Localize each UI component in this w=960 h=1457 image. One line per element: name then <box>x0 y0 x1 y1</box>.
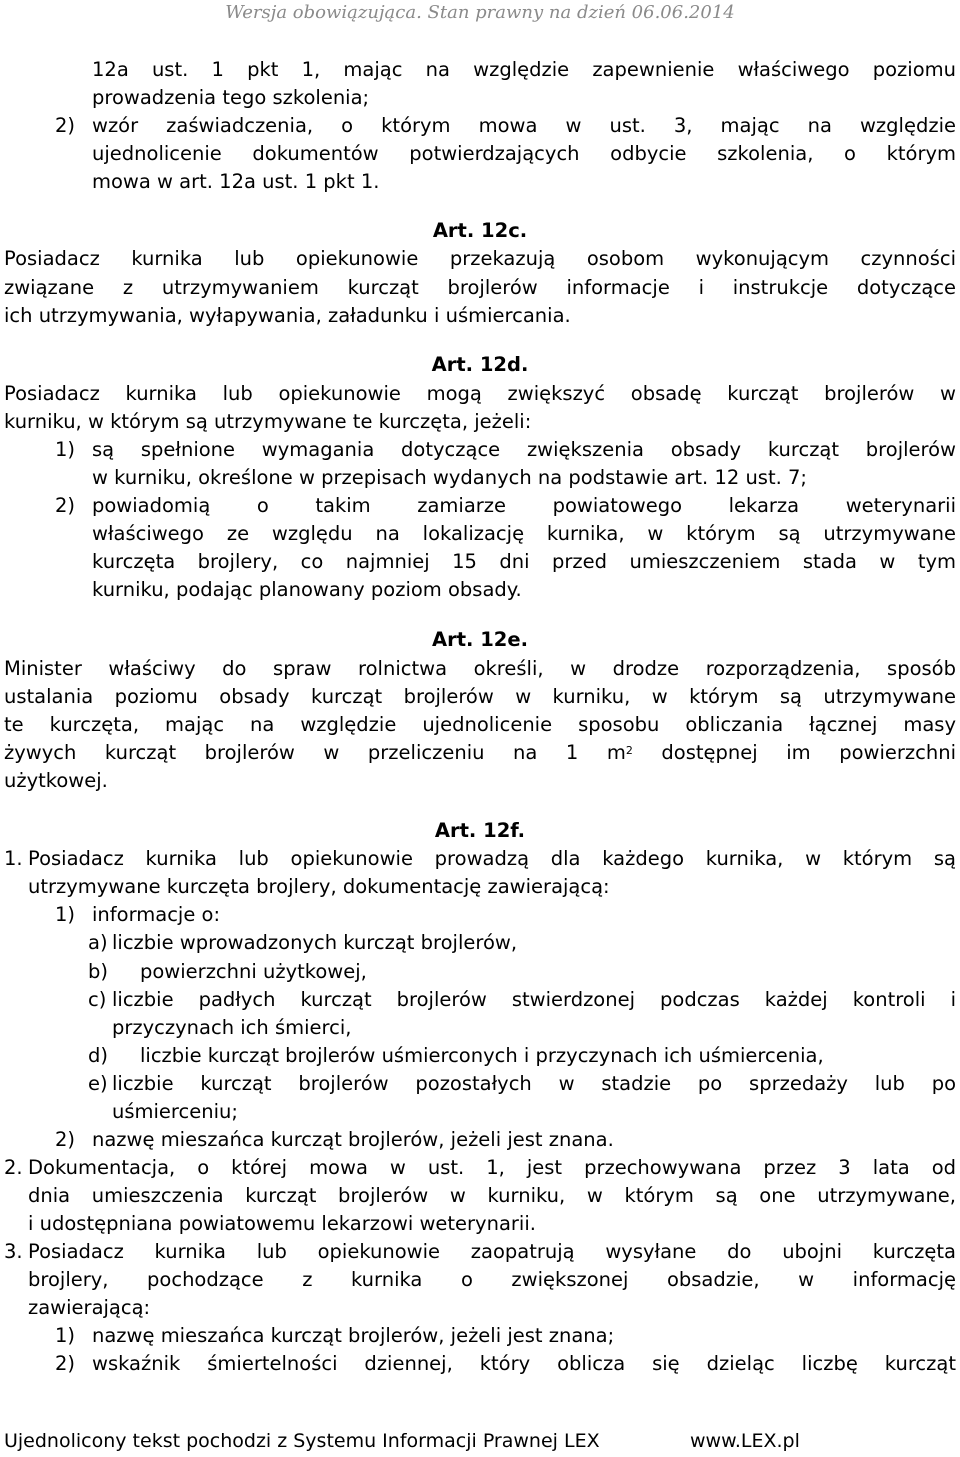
text-line: kurczęta brojlery, co najmniej 15 dni przed umieszczeniem stada w tym <box>92 550 956 573</box>
point-number: 2) <box>55 1352 76 1375</box>
text-line: informacje o: <box>92 903 221 926</box>
article-heading: Art. 12e. <box>432 628 528 651</box>
section-number: 2. <box>4 1156 23 1179</box>
text-line: powierzchni użytkowej, <box>140 960 367 983</box>
text-line: mowa w art. 12a ust. 1 pkt 1. <box>92 170 380 193</box>
text-line: przyczynach ich śmierci, <box>112 1016 352 1039</box>
text-line: dnia umieszczenia kurcząt brojlerów w kurniku, w którym są one utrzymywane, <box>28 1184 956 1207</box>
point-number: 1) <box>55 438 76 461</box>
footer-link[interactable]: www.LEX.pl <box>690 1430 800 1452</box>
point-number: 1) <box>55 1324 76 1347</box>
text-line: zawierającą: <box>28 1296 151 1319</box>
text-line: powiadomią o takim zamiarze powiatowego lekarza weterynarii <box>92 494 956 517</box>
footer-source: Ujednolicony tekst pochodzi z Systemu Informacji Prawnej LEX <box>4 1430 600 1452</box>
text-line: Posiadacz kurnika lub opiekunowie przekazują osobom wykonującym czynności <box>4 247 956 270</box>
section-number: 3. <box>4 1240 23 1263</box>
letter-mark: a) <box>88 931 108 954</box>
text-line: związane z utrzymywaniem kurcząt brojlerów informacje i instrukcje dotyczące <box>4 276 956 299</box>
text-line: użytkowej. <box>4 769 108 792</box>
text-fragment: dostępnej im powierzchni <box>661 741 956 764</box>
text-line: ich utrzymywania, wyłapywania, załadunku i uśmiercania. <box>4 304 571 327</box>
text-line: Minister właściwy do spraw rolnictwa określi, w drodze rozporządzenia, sposób <box>4 657 956 680</box>
point-number: 1) <box>55 903 76 926</box>
text-line: ujednolicenie dokumentów potwierdzających odbycie szkolenia, o którym <box>92 142 956 165</box>
superscript: 2 <box>625 744 633 757</box>
text-fragment: żywych kurcząt brojlerów w przeliczeniu na 1 m <box>4 741 626 764</box>
article-heading: Art. 12c. <box>432 219 528 242</box>
text-line: nazwę mieszańca kurcząt brojlerów, jeżeli jest znana; <box>92 1324 615 1347</box>
text-line: kurniku, w którym są utrzymywane te kurczęta, jeżeli: <box>4 410 532 433</box>
text-line: uśmierceniu; <box>112 1100 238 1123</box>
text-line: 12a ust. 1 pkt 1, mając na względzie zapewnienie właściwego poziomu <box>92 58 956 81</box>
article-heading: Art. 12f. <box>434 819 526 842</box>
letter-mark: e) <box>88 1072 108 1095</box>
text-line: te kurczęta, mając na względzie ujednolicenie sposobu obliczania łącznej masy <box>4 713 956 736</box>
text-line: właściwego ze względu na lokalizację kurnika, w którym są utrzymywane <box>92 522 956 545</box>
text-line <box>4 739 956 767</box>
text-line: utrzymywane kurczęta brojlery, dokumentację zawierającą: <box>28 875 610 898</box>
point-number: 2) <box>55 494 76 517</box>
version-banner: Wersja obowiązująca. Stan prawny na dzień 06.06.2014 <box>225 2 735 23</box>
text-line: ustalania poziomu obsady kurcząt brojlerów w kurniku, w którym są utrzymywane <box>4 685 956 708</box>
text-line: liczbie kurcząt brojlerów pozostałych w stadzie po sprzedaży lub po <box>112 1072 956 1095</box>
text-line: Posiadacz kurnika lub opiekunowie zaopatrują wysyłane do ubojni kurczęta <box>28 1240 956 1263</box>
text-line: w kurniku, określone w przepisach wydanych na podstawie art. 12 ust. 7; <box>92 466 807 489</box>
text-line: Posiadacz kurnika lub opiekunowie prowadzą dla każdego kurnika, w którym są <box>28 847 956 870</box>
text-line: liczbie padłych kurcząt brojlerów stwierdzonej podczas każdej kontroli i <box>112 988 956 1011</box>
text-line: nazwę mieszańca kurcząt brojlerów, jeżeli jest znana. <box>92 1128 614 1151</box>
text-line: i udostępniana powiatowemu lekarzowi weterynarii. <box>28 1212 536 1235</box>
point-number: 2) <box>55 1128 76 1151</box>
letter-mark: c) <box>88 988 107 1011</box>
text-line: liczbie wprowadzonych kurcząt brojlerów, <box>112 931 518 954</box>
section-number: 1. <box>4 847 23 870</box>
text-line: liczbie kurcząt brojlerów uśmierconych i przyczynach ich uśmiercenia, <box>140 1044 824 1067</box>
article-heading: Art. 12d. <box>431 353 529 376</box>
text-line: brojlery, pochodzące z kurnika o zwiększonej obsadzie, w informację <box>28 1268 956 1291</box>
text-line: wskaźnik śmiertelności dziennej, który oblicza się dzieląc liczbę kurcząt <box>92 1352 956 1375</box>
text-line: prowadzenia tego szkolenia; <box>92 86 370 109</box>
letter-mark: d) <box>88 1044 108 1067</box>
text-line: Dokumentacja, o której mowa w ust. 1, jest przechowywana przez 3 lata od <box>28 1156 956 1179</box>
text-line: są spełnione wymagania dotyczące zwiększenia obsady kurcząt brojlerów <box>92 438 956 461</box>
text-line: wzór zaświadczenia, o którym mowa w ust. 3, mając na względzie <box>92 114 956 137</box>
letter-mark: b) <box>88 960 108 983</box>
text-line: Posiadacz kurnika lub opiekunowie mogą zwiększyć obsadę kurcząt brojlerów w <box>4 382 956 405</box>
text-line: kurniku, podając planowany poziom obsady. <box>92 578 522 601</box>
point-number: 2) <box>55 114 76 137</box>
